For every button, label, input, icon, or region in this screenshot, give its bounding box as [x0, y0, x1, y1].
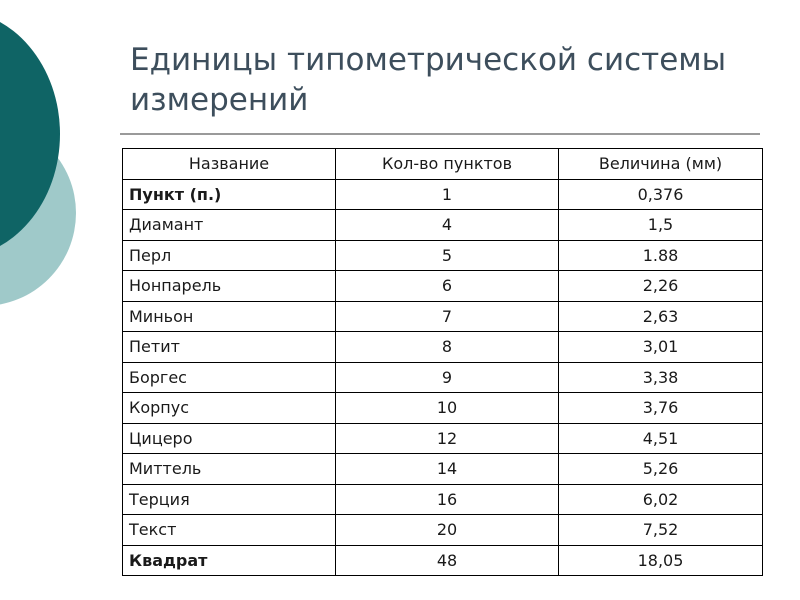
cell-size: 3,76 [559, 393, 763, 424]
cell-name: Петит [123, 332, 336, 363]
cell-size: 6,02 [559, 484, 763, 515]
table-row [123, 332, 763, 363]
header-size: Величина (мм) [559, 149, 763, 180]
cell-points: 20 [336, 515, 559, 546]
cell-size: 5,26 [559, 454, 763, 485]
table-row [123, 271, 763, 302]
cell-size: 1,5 [559, 210, 763, 241]
cell-name: Миттель [123, 454, 336, 485]
cell-name: Нонпарель [123, 271, 336, 302]
cell-name: Корпус [123, 393, 336, 424]
cell-name: Текст [123, 515, 336, 546]
table-row [123, 484, 763, 515]
cell-size: 18,05 [559, 545, 763, 576]
table-header-row [123, 149, 763, 180]
cell-size: 0,376 [559, 179, 763, 210]
cell-name: Квадрат [123, 545, 336, 576]
units-table [122, 148, 763, 576]
cell-points: 14 [336, 454, 559, 485]
table-row [123, 515, 763, 546]
cell-size: 3,38 [559, 362, 763, 393]
table-row [123, 362, 763, 393]
table-row [123, 393, 763, 424]
cell-size: 7,52 [559, 515, 763, 546]
cell-name: Диамант [123, 210, 336, 241]
cell-points: 8 [336, 332, 559, 363]
cell-name: Цицеро [123, 423, 336, 454]
table-body [123, 179, 763, 576]
cell-size: 2,26 [559, 271, 763, 302]
title-divider [120, 133, 760, 135]
cell-name: Миньон [123, 301, 336, 332]
cell-name: Пункт (п.) [123, 179, 336, 210]
table-row [123, 301, 763, 332]
table-row [123, 423, 763, 454]
cell-points: 1 [336, 179, 559, 210]
cell-name: Боргес [123, 362, 336, 393]
cell-size: 3,01 [559, 332, 763, 363]
header-name: Название [123, 149, 336, 180]
table-row [123, 545, 763, 576]
header-points: Кол-во пунктов [336, 149, 559, 180]
cell-points: 5 [336, 240, 559, 271]
cell-size: 4,51 [559, 423, 763, 454]
cell-points: 4 [336, 210, 559, 241]
cell-name: Перл [123, 240, 336, 271]
cell-points: 12 [336, 423, 559, 454]
cell-points: 7 [336, 301, 559, 332]
cell-size: 2,63 [559, 301, 763, 332]
cell-points: 16 [336, 484, 559, 515]
table-row [123, 179, 763, 210]
table-row [123, 454, 763, 485]
table-row [123, 240, 763, 271]
cell-points: 6 [336, 271, 559, 302]
cell-points: 48 [336, 545, 559, 576]
cell-name: Терция [123, 484, 336, 515]
cell-size: 1.88 [559, 240, 763, 271]
cell-points: 9 [336, 362, 559, 393]
slide-title: Единицы типометрической системы измерений [130, 42, 727, 118]
table-row [123, 210, 763, 241]
cell-points: 10 [336, 393, 559, 424]
